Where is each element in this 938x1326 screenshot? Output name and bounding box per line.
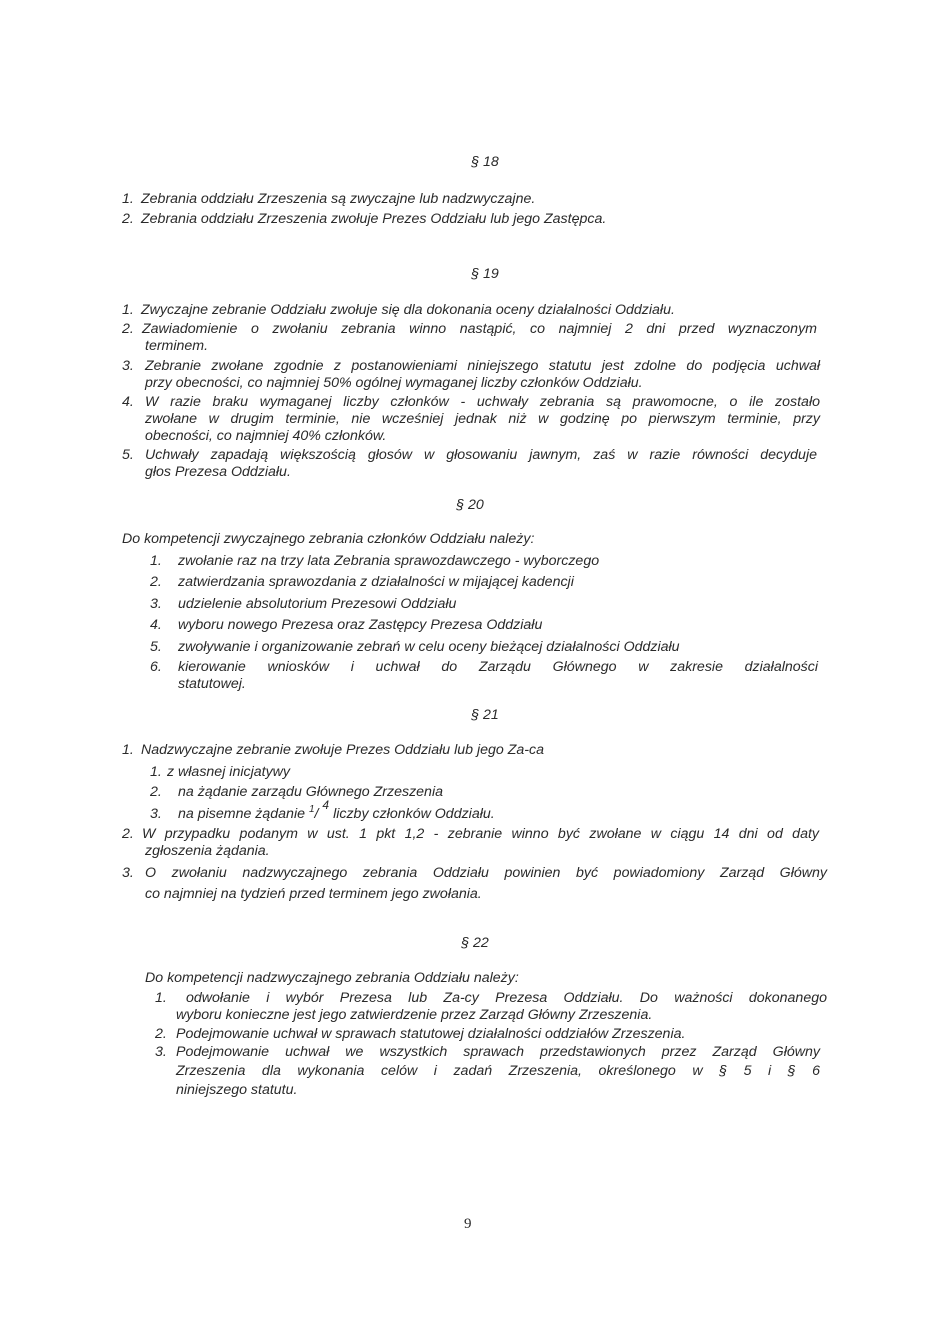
s20-item-1-text: zwołanie raz na trzy lata Zebrania sprawozdawczego - wyborczego — [178, 553, 600, 569]
s19-item-4-line-1: W razie braku wymaganej liczby członków - uchwały zebrania są prawomocne, o ile zostało — [145, 394, 820, 410]
s18-item-1-num: 1. — [122, 191, 134, 207]
s19-item-2-line-1: Zawiadomienie o zwołaniu zebrania winno nastąpić, co najmniej 2 dni przed wyznaczonym — [142, 321, 817, 337]
fraction-numerator: 1 — [308, 804, 315, 815]
section-21-heading: § 21 — [471, 707, 499, 723]
s20-item-3-num: 3. — [150, 596, 162, 612]
s19-item-5-line-2: głos Prezesa Oddziału. — [145, 464, 291, 480]
s20-item-2-num: 2. — [150, 574, 162, 590]
s19-item-3-num: 3. — [122, 358, 134, 374]
fraction-one-fourth — [308, 798, 330, 822]
s21-item-3-line-2: co najmniej na tydzień przed terminem jego zwołania. — [145, 886, 482, 902]
s19-item-4-line-3: obecności, co najmniej 40% członków. — [145, 428, 387, 444]
section-19-heading: § 19 — [471, 266, 499, 282]
section-20-heading: § 20 — [456, 497, 484, 513]
page-number: 9 — [464, 1216, 472, 1232]
s20-item-4-num: 4. — [150, 617, 162, 633]
s21-sub-3-post: liczby członków Oddziału. — [333, 806, 495, 822]
s22-item-3-line-2: Zrzeszenia dla wykonania celów i zadań Zrzeszenia, określonego w § 5 i § 6 — [176, 1063, 820, 1079]
s21-sub-3-num: 3. — [150, 806, 162, 822]
s22-item-3-line-3: niniejszego statutu. — [176, 1082, 298, 1098]
s21-item-2-num: 2. — [122, 826, 134, 842]
s22-item-3-num: 3. — [155, 1044, 167, 1060]
s21-item-1-num: 1. — [122, 742, 134, 758]
s18-item-2-text: Zebrania oddziału Zrzeszenia zwołuje Prezes Oddziału lub jego Zastępca. — [141, 211, 607, 227]
s22-intro: Do kompetencji nadzwyczajnego zebrania Oddziału należy: — [145, 970, 519, 986]
s19-item-5-line-1: Uchwały zapadają większością głosów w głosowaniu jawnym, zaś w razie równości decyduje — [145, 447, 817, 463]
s21-sub-2-num: 2. — [150, 784, 162, 800]
s20-item-6-line-1: kierowanie wniosków i uchwał do Zarządu Głównego w zakresie działalności — [178, 659, 818, 675]
s20-item-5-num: 5. — [150, 639, 162, 655]
s22-item-1-line-2: wyboru konieczne jest jego zatwierdzenie przez Zarząd Główny Zrzeszenia. — [176, 1007, 653, 1023]
section-22-heading: § 22 — [461, 935, 489, 951]
s19-item-4-num: 4. — [122, 394, 134, 410]
s22-item-3-line-1: Podejmowanie uchwał we wszystkich sprawach przedstawionych przez Zarząd Główny — [176, 1044, 820, 1060]
s22-item-2-num: 2. — [155, 1026, 167, 1042]
s21-sub-1-num: 1. — [150, 764, 162, 780]
s19-item-5-num: 5. — [122, 447, 134, 463]
s21-sub-3-pre: na pisemne żądanie — [178, 806, 305, 822]
s20-item-5-text: zwoływanie i organizowanie zebrań w celu oceny bieżącej działalności Oddziału — [178, 639, 680, 655]
s20-item-6-num: 6. — [150, 659, 162, 675]
s19-item-3-line-2: przy obecności, co najmniej 50% ogólnej wymaganej liczby członków Oddziału. — [145, 375, 643, 391]
s20-item-2-text: zatwierdzania sprawozdania z działalności w mijającej kadencji — [178, 574, 574, 590]
s21-sub-1-text: z własnej inicjatywy — [167, 764, 290, 780]
fraction-slash: / — [314, 806, 319, 822]
s20-item-6-line-2: statutowej. — [178, 676, 246, 692]
s19-item-4-line-2: zwołane w drugim terminie, nie wcześniej jednak niż w godzinę po pierwszym terminie, przy — [145, 411, 820, 427]
s18-item-2-num: 2. — [122, 211, 134, 227]
s18-item-1-text: Zebrania oddziału Zrzeszenia są zwyczajne lub nadzwyczajne. — [141, 191, 536, 207]
s21-sub-3-text — [178, 798, 495, 824]
s21-sub-2-text: na żądanie zarządu Głównego Zrzeszenia — [178, 784, 443, 800]
s21-item-2-line-1: W przypadku podanym w ust. 1 pkt 1,2 - zebranie winno być zwołane w ciągu 14 dni od daty — [142, 826, 819, 842]
s19-item-1-line-1: Zwyczajne zebranie Oddziału zwołuje się dla dokonania oceny działalności Oddziału. — [141, 302, 675, 318]
s20-intro: Do kompetencji zwyczajnego zebrania członków Oddziału należy: — [122, 531, 535, 547]
s21-item-2-line-2: zgłoszenia żądania. — [145, 843, 270, 859]
fraction-denominator: 4 — [322, 798, 330, 812]
s19-item-3-line-1: Zebranie zwołane zgodnie z postanowieniami niniejszego statutu jest zdolne do podjęcia uchwał — [145, 358, 820, 374]
s21-item-3-num: 3. — [122, 865, 134, 881]
s19-item-2-line-2: terminem. — [145, 338, 209, 354]
s22-item-2-text: Podejmowanie uchwał w sprawach statutowej działalności oddziałów Zrzeszenia. — [176, 1026, 686, 1042]
s22-item-1-num: 1. — [155, 990, 167, 1006]
s20-item-1-num: 1. — [150, 553, 162, 569]
s20-item-3-text: udzielenie absolutorium Prezesowi Oddziału — [178, 596, 457, 612]
s19-item-1-num: 1. — [122, 302, 134, 318]
s19-item-2-num: 2. — [122, 321, 134, 337]
s20-item-4-text: wyboru nowego Prezesa oraz Zastępcy Prezesa Oddziału — [178, 617, 543, 633]
s21-item-3-line-1: O zwołaniu nadzwyczajnego zebrania Oddziału powinien być powiadomiony Zarząd Główny — [145, 865, 827, 881]
section-18-heading: § 18 — [471, 154, 499, 170]
s22-item-1-line-1: odwołanie i wybór Prezesa lub Za-cy Prezesa Oddziału. Do ważności dokonanego — [186, 990, 827, 1006]
s21-item-1-text: Nadzwyczajne zebranie zwołuje Prezes Oddziału lub jego Za-ca — [141, 742, 544, 758]
